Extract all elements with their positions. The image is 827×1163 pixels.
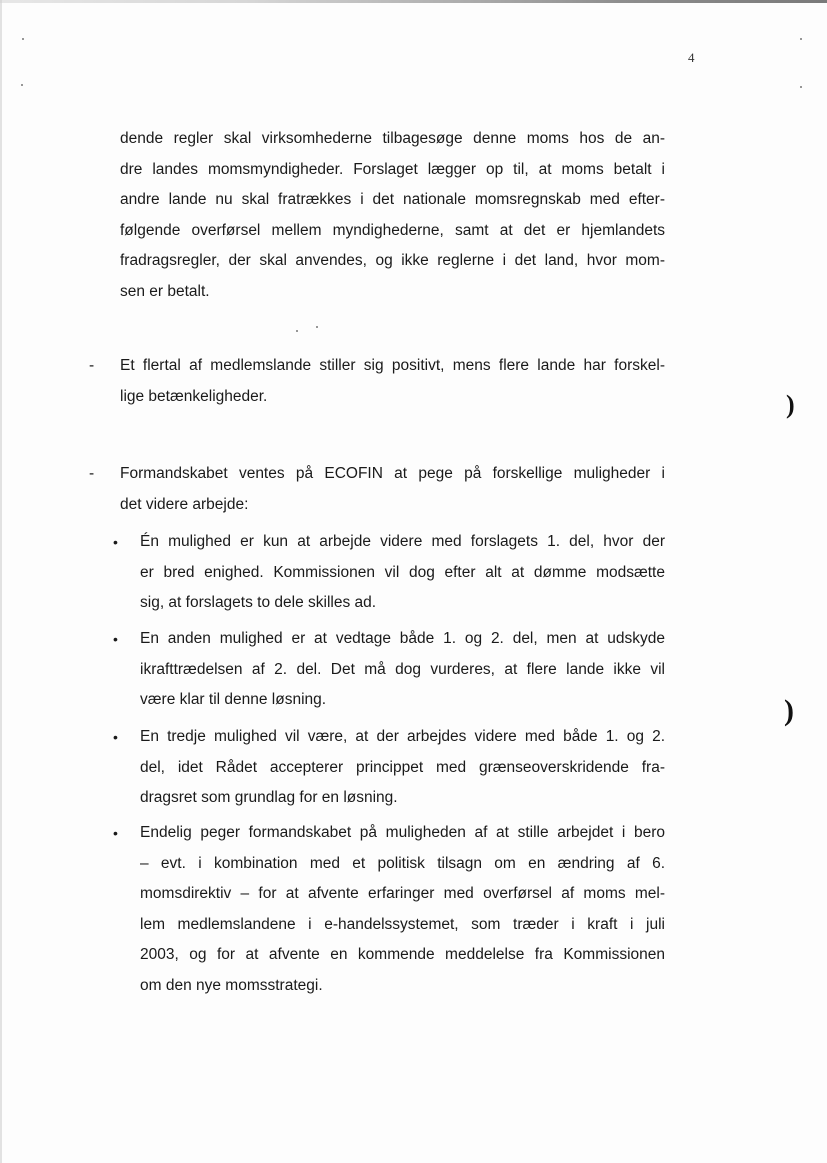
scan-speck xyxy=(800,86,802,88)
text-line: sen er betalt. xyxy=(120,282,210,300)
text-line: lem medlemslandene i e-handelssystemet, som træder i kraft i juli xyxy=(140,915,665,933)
bullet-item xyxy=(140,624,665,716)
text-line: det videre arbejde: xyxy=(120,495,249,513)
text-line: fradragsregler, der skal anvendes, og ikke reglerne i det land, hvor mom- xyxy=(120,252,665,269)
scan-speck xyxy=(21,84,23,86)
bullet-item xyxy=(140,818,665,1001)
text-line: dragsret som grundlag for en løsning. xyxy=(140,789,398,806)
bullet-marker: • xyxy=(113,534,118,550)
text-line: ikrafttrædelsen af 2. del. Det må dog vurderes, at flere lande ikke vil xyxy=(140,660,665,678)
bullet-item xyxy=(140,527,665,619)
text-line: om den nye momsstrategi. xyxy=(140,976,323,994)
dash-marker: - xyxy=(89,465,95,482)
text-line: dende regler skal virksomhederne tilbagesøge denne moms hos de an- xyxy=(120,130,665,147)
scan-speck xyxy=(800,38,802,40)
scan-speck xyxy=(316,326,318,328)
text-line: del, idet Rådet accepterer princippet med grænseoverskridende fra- xyxy=(140,758,665,776)
dash-item xyxy=(120,459,665,520)
scan-speck xyxy=(22,38,24,40)
punch-hole-mark: ) xyxy=(784,694,794,727)
bullet-marker: • xyxy=(113,631,118,647)
punch-hole-mark: ) xyxy=(786,390,795,419)
text-line: En tredje mulighed vil være, at der arbejdes videre med både 1. og 2. xyxy=(140,728,665,745)
scan-edge-left xyxy=(0,0,2,1163)
text-line: lige betænkeligheder. xyxy=(120,387,268,405)
scan-speck xyxy=(296,330,298,332)
text-line: Én mulighed er kun at arbejde videre med forslagets 1. del, hvor der xyxy=(140,533,665,550)
text-line: sig, at forslagets to dele skilles ad. xyxy=(140,594,377,611)
dash-marker: - xyxy=(89,357,95,374)
text-line: momsdirektiv – for at afvente erfaringer med overførsel af moms mel- xyxy=(140,885,665,902)
text-line: følgende overførsel mellem myndighederne, samt at det er hjemlandets xyxy=(120,221,665,239)
text-line: være klar til denne løsning. xyxy=(140,691,327,708)
scan-edge-top xyxy=(0,0,827,3)
text-line: En anden mulighed er at vedtage både 1. og 2. del, men at udskyde xyxy=(140,630,665,647)
text-line: er bred enighed. Kommissionen vil dog efter alt at dømme modsætte xyxy=(140,563,665,581)
text-line: dre landes momsmyndigheder. Forslaget lægger op til, at moms betalt i xyxy=(120,160,665,178)
bullet-marker: • xyxy=(113,825,118,841)
bullet-marker: • xyxy=(113,729,118,745)
text-line: Et flertal af medlemslande stiller sig positivt, mens flere lande har forskel- xyxy=(120,357,665,374)
text-line: – evt. i kombination med et politisk tilsagn om en ændring af 6. xyxy=(140,854,665,872)
text-line: Endelig peger formandskabet på muligheden af at stille arbejdet i bero xyxy=(140,824,665,841)
text-line: 2003, og for at afvente en kommende meddelelse fra Kommissionen xyxy=(140,946,665,963)
dash-item xyxy=(120,351,665,412)
paragraph xyxy=(120,124,665,307)
page-number: 4 xyxy=(688,50,695,65)
text-line: Formandskabet ventes på ECOFIN at pege på forskellige muligheder i xyxy=(120,465,665,482)
text-line: andre lande nu skal fratrækkes i det nationale momsregnskab med efter- xyxy=(120,191,665,208)
bullet-item xyxy=(140,722,665,814)
